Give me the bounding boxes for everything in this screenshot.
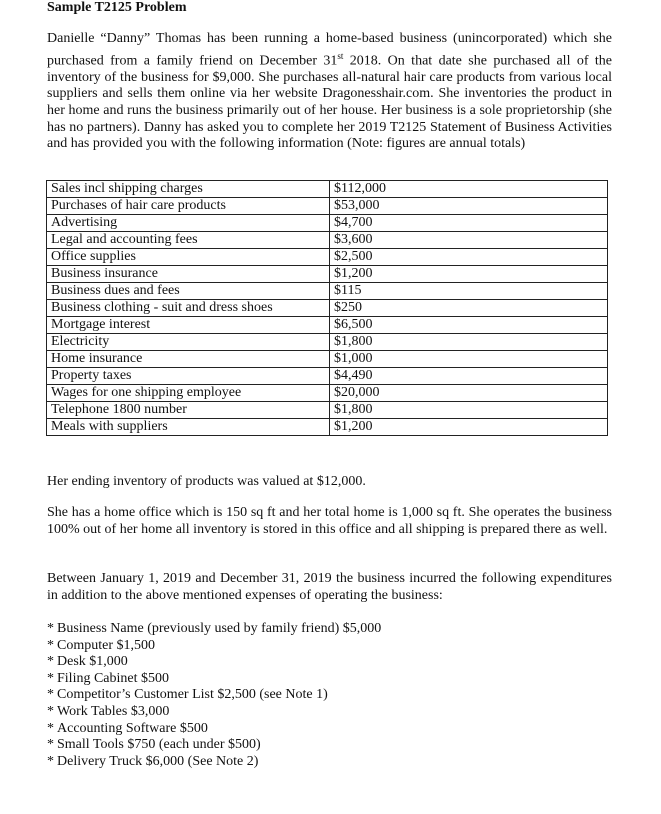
expense-label: Mortgage interest [47, 317, 330, 334]
expense-label: Business insurance [47, 266, 330, 283]
list-item-text: Filing Cabinet $500 [57, 670, 169, 686]
expenses-table [46, 180, 608, 436]
table-row [47, 351, 608, 368]
expense-amount: $4,490 [330, 368, 608, 385]
expense-amount: $6,500 [330, 317, 608, 334]
expense-amount: $2,500 [330, 249, 608, 266]
table-row [47, 181, 608, 198]
expense-label: Office supplies [47, 249, 330, 266]
expense-amount: $4,700 [330, 215, 608, 232]
table-row [47, 402, 608, 419]
list-item-text: Delivery Truck $6,000 (See Note 2) [57, 753, 259, 769]
list-item [47, 654, 381, 671]
expense-label: Meals with suppliers [47, 419, 330, 436]
list-item-text: Accounting Software $500 [57, 720, 208, 736]
expenditures-list [47, 621, 381, 770]
expense-amount: $1,000 [330, 351, 608, 368]
expense-amount: $1,800 [330, 402, 608, 419]
table-row [47, 300, 608, 317]
table-row [47, 215, 608, 232]
list-item [47, 621, 381, 638]
expense-label: Legal and accounting fees [47, 232, 330, 249]
table-row [47, 232, 608, 249]
list-item [47, 737, 381, 754]
list-item [47, 687, 381, 704]
intro-paragraph [47, 31, 612, 153]
table-row [47, 266, 608, 283]
bullet-icon: * [47, 670, 54, 686]
expense-amount: $112,000 [330, 181, 608, 198]
intro-superscript: st [337, 50, 344, 61]
expense-amount: $1,200 [330, 419, 608, 436]
list-item-text: Business Name (previously used by family friend) $5,000 [57, 621, 382, 636]
expense-label: Telephone 1800 number [47, 402, 330, 419]
table-row [47, 419, 608, 436]
expense-amount: $3,600 [330, 232, 608, 249]
bullet-icon: * [47, 753, 54, 769]
bullet-icon: * [47, 737, 54, 753]
expense-amount: $20,000 [330, 385, 608, 402]
expense-label: Business clothing - suit and dress shoes [47, 300, 330, 317]
bullet-icon: * [47, 637, 54, 653]
table-row [47, 385, 608, 402]
expense-label: Advertising [47, 215, 330, 232]
expense-label: Electricity [47, 334, 330, 351]
page-title: Sample T2125 Problem [47, 0, 187, 15]
list-item [47, 704, 381, 721]
bullet-icon: * [47, 654, 54, 670]
list-item-text: Small Tools $750 (each under $500) [57, 737, 261, 753]
expenditures-intro: Between January 1, 2019 and December 31, 2019 the business incurred the following expenditures in addition to the above mentioned expenses of operating the business: [47, 571, 612, 603]
expense-label: Home insurance [47, 351, 330, 368]
expense-amount: $1,200 [330, 266, 608, 283]
list-item [47, 754, 381, 771]
list-item [47, 721, 381, 738]
table-row [47, 317, 608, 334]
bullet-icon: * [47, 720, 54, 736]
bullet-icon: * [47, 687, 54, 703]
bullet-icon: * [47, 621, 54, 636]
expense-label: Purchases of hair care products [47, 198, 330, 215]
list-item-text: Competitor’s Customer List $2,500 (see Note 1) [57, 687, 328, 703]
expense-amount: $250 [330, 300, 608, 317]
table-row [47, 249, 608, 266]
intro-text-part2: 2018. On that date she purchased all of the inventory of the business for $9,000. She purchases all-natural hair care products from various local suppliers and sells them online via her website Dragonesshair.com. She inventories the product in her home and runs the business primarily out of her house. Her business is a sole proprietorship (she has no partners). Danny has asked you to complete her 2019 T2125 Statement of Business Activities and has provided you with the following information (Note: figures are annual totals) [47, 53, 612, 152]
expense-label: Sales incl shipping charges [47, 181, 330, 198]
expense-amount: $53,000 [330, 198, 608, 215]
expense-amount: $1,800 [330, 334, 608, 351]
bullet-icon: * [47, 703, 54, 719]
table-row [47, 198, 608, 215]
expense-amount: $115 [330, 283, 608, 300]
expense-label: Property taxes [47, 368, 330, 385]
table-row [47, 334, 608, 351]
list-item [47, 638, 381, 655]
list-item-text: Work Tables $3,000 [57, 703, 170, 719]
expense-label: Business dues and fees [47, 283, 330, 300]
expense-label: Wages for one shipping employee [47, 385, 330, 402]
intro-text-part1: Danielle “Danny” Thomas has been running a home-based business (unincorporated) which she purchased from a family friend on December 31 [47, 31, 612, 69]
list-item-text: Desk $1,000 [57, 654, 128, 670]
list-item [47, 671, 381, 688]
table-row [47, 283, 608, 300]
list-item-text: Computer $1,500 [57, 637, 155, 653]
home-office-paragraph: She has a home office which is 150 sq ft and her total home is 1,000 sq ft. She operates the business 100% out of her home all inventory is stored in this office and all shipping is prepared there as well. [47, 505, 612, 537]
ending-inventory-text: Her ending inventory of products was valued at $12,000. [47, 474, 366, 489]
table-row [47, 368, 608, 385]
